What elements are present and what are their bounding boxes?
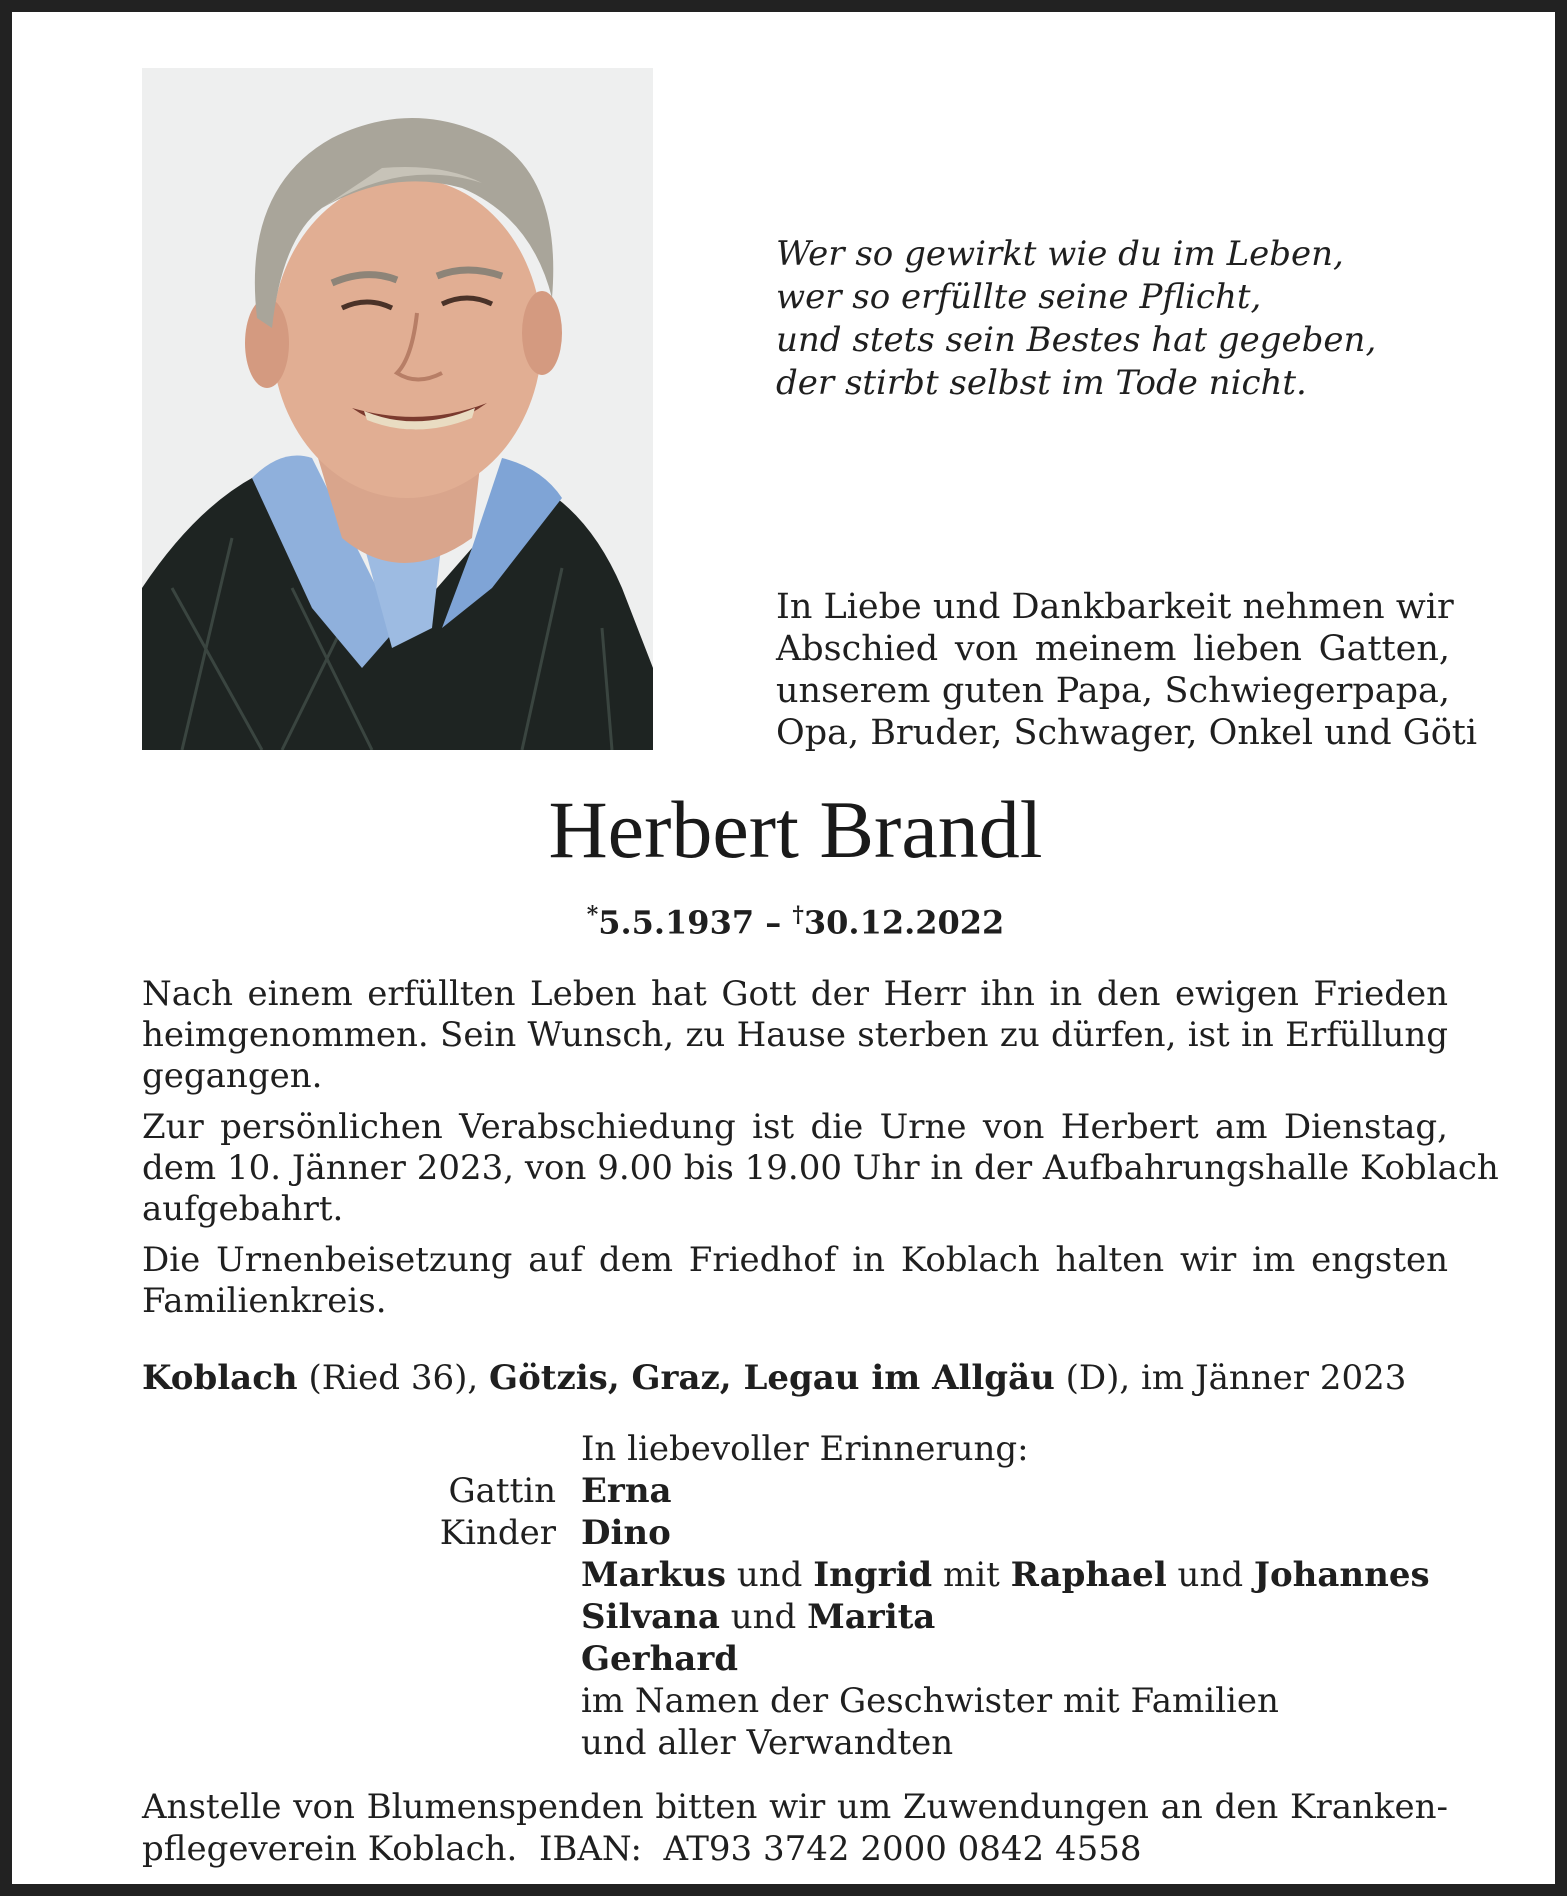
donation-iban-line: pflegeverein Koblach. IBAN: AT93 3742 2000 0842 4558 bbox=[142, 1829, 1142, 1869]
paragraph-line: Nach einem erfüllten Leben hat Gott der Herr ihn in den ewigen Frieden bbox=[142, 974, 1448, 1014]
child-family-row bbox=[12, 1596, 1567, 1638]
child-name: Silvana bbox=[581, 1597, 720, 1637]
place-country: (D), bbox=[1065, 1358, 1131, 1398]
child-name: Markus bbox=[581, 1555, 726, 1595]
donation-note bbox=[142, 1786, 1448, 1870]
relatives-line: und aller Verwandten bbox=[581, 1723, 954, 1763]
paragraph-line: gegangen. bbox=[142, 1056, 323, 1096]
farewell-intro bbox=[776, 586, 1478, 754]
memorial-verse bbox=[776, 233, 1377, 405]
portrait-illustration bbox=[142, 68, 653, 750]
place-and-date bbox=[142, 1358, 1406, 1399]
paragraph-line: heimgenommen. Sein Wunsch, zu Hause sterben zu dürfen, ist in Erfüllung bbox=[142, 1015, 1448, 1055]
donation-line: Anstelle von Blumenspenden bitten wir um Zuwendungen an den Kranken- bbox=[142, 1787, 1448, 1827]
intro-line: Opa, Bruder, Schwager, Onkel und Göti bbox=[776, 713, 1478, 753]
intro-line: unserem guten Papa, Schwiegerpapa, bbox=[776, 671, 1450, 711]
spouse-role: Gattin bbox=[448, 1471, 556, 1511]
death-date: 30.12.2022 bbox=[803, 903, 1005, 942]
children-row bbox=[12, 1512, 1567, 1554]
paragraph-peaceful-death bbox=[142, 974, 1448, 1097]
death-symbol: † bbox=[792, 902, 804, 928]
conjunction: und bbox=[730, 1597, 797, 1637]
intro-line: In Liebe und Dankbarkeit nehmen wir bbox=[776, 587, 1454, 627]
child-family bbox=[581, 1554, 1430, 1596]
relatives-row bbox=[12, 1722, 1567, 1764]
date-separator: – bbox=[765, 903, 782, 942]
notice-date: im Jänner 2023 bbox=[1141, 1358, 1407, 1398]
partner-name: Ingrid bbox=[813, 1555, 933, 1595]
verse-line: der stirbt selbst im Tode nicht. bbox=[776, 363, 1307, 403]
birth-date: 5.5.1937 bbox=[598, 903, 755, 942]
place-town: Koblach bbox=[142, 1358, 298, 1398]
place-others: Götzis, Graz, Legau im Allgäu bbox=[489, 1358, 1055, 1398]
verse-line: Wer so gewirkt wie du im Leben, bbox=[776, 234, 1344, 274]
mourners-list bbox=[12, 1428, 1567, 1764]
child-family bbox=[581, 1596, 935, 1638]
life-dates bbox=[12, 902, 1567, 942]
siblings-line: im Namen der Geschwister mit Familien bbox=[581, 1681, 1279, 1721]
conjunction: mit bbox=[943, 1555, 1000, 1595]
deceased-name: Herbert Brandl bbox=[548, 784, 1043, 875]
child-row bbox=[12, 1638, 1567, 1680]
siblings-row bbox=[12, 1680, 1567, 1722]
portrait-photo bbox=[142, 68, 653, 750]
partner-name: Marita bbox=[807, 1597, 936, 1637]
paragraph-line: aufgebahrt. bbox=[142, 1189, 344, 1229]
birth-symbol: * bbox=[586, 902, 599, 928]
conjunction: und bbox=[1177, 1555, 1244, 1595]
spouse-row bbox=[12, 1470, 1567, 1512]
paragraph-line: Die Urnenbeisetzung auf dem Friedhof in Koblach halten wir im engsten bbox=[142, 1240, 1448, 1280]
paragraph-burial bbox=[142, 1240, 1448, 1322]
paragraph-line: Zur persönlichen Verabschiedung ist die Urne von Herbert am Dienstag, bbox=[142, 1107, 1448, 1147]
verse-line: und stets sein Bestes hat gegeben, bbox=[776, 320, 1377, 360]
conjunction: und bbox=[736, 1555, 803, 1595]
mourners-heading: In liebevoller Erinnerung: bbox=[581, 1429, 1029, 1469]
verse-line: wer so erfüllte seine Pflicht, bbox=[776, 277, 1262, 317]
place-address: (Ried 36), bbox=[308, 1358, 479, 1398]
intro-line: Abschied von meinem lieben Gatten, bbox=[776, 629, 1450, 669]
child-family-row bbox=[12, 1554, 1567, 1596]
notice-body bbox=[142, 974, 1499, 1332]
paragraph-viewing bbox=[142, 1107, 1499, 1230]
children-role: Kinder bbox=[439, 1513, 556, 1553]
spouse-name: Erna bbox=[581, 1471, 672, 1511]
child-name: Dino bbox=[581, 1513, 671, 1553]
paragraph-line: dem 10. Jänner 2023, von 9.00 bis 19.00 Uhr in der Aufbahrungshalle Koblach bbox=[142, 1148, 1499, 1188]
paragraph-line: Familienkreis. bbox=[142, 1281, 387, 1321]
mourners-heading-row bbox=[12, 1428, 1567, 1470]
grandchild-name: Raphael bbox=[1010, 1555, 1167, 1595]
child-name: Gerhard bbox=[581, 1639, 739, 1679]
grandchild-name: Johannes bbox=[1253, 1555, 1430, 1595]
